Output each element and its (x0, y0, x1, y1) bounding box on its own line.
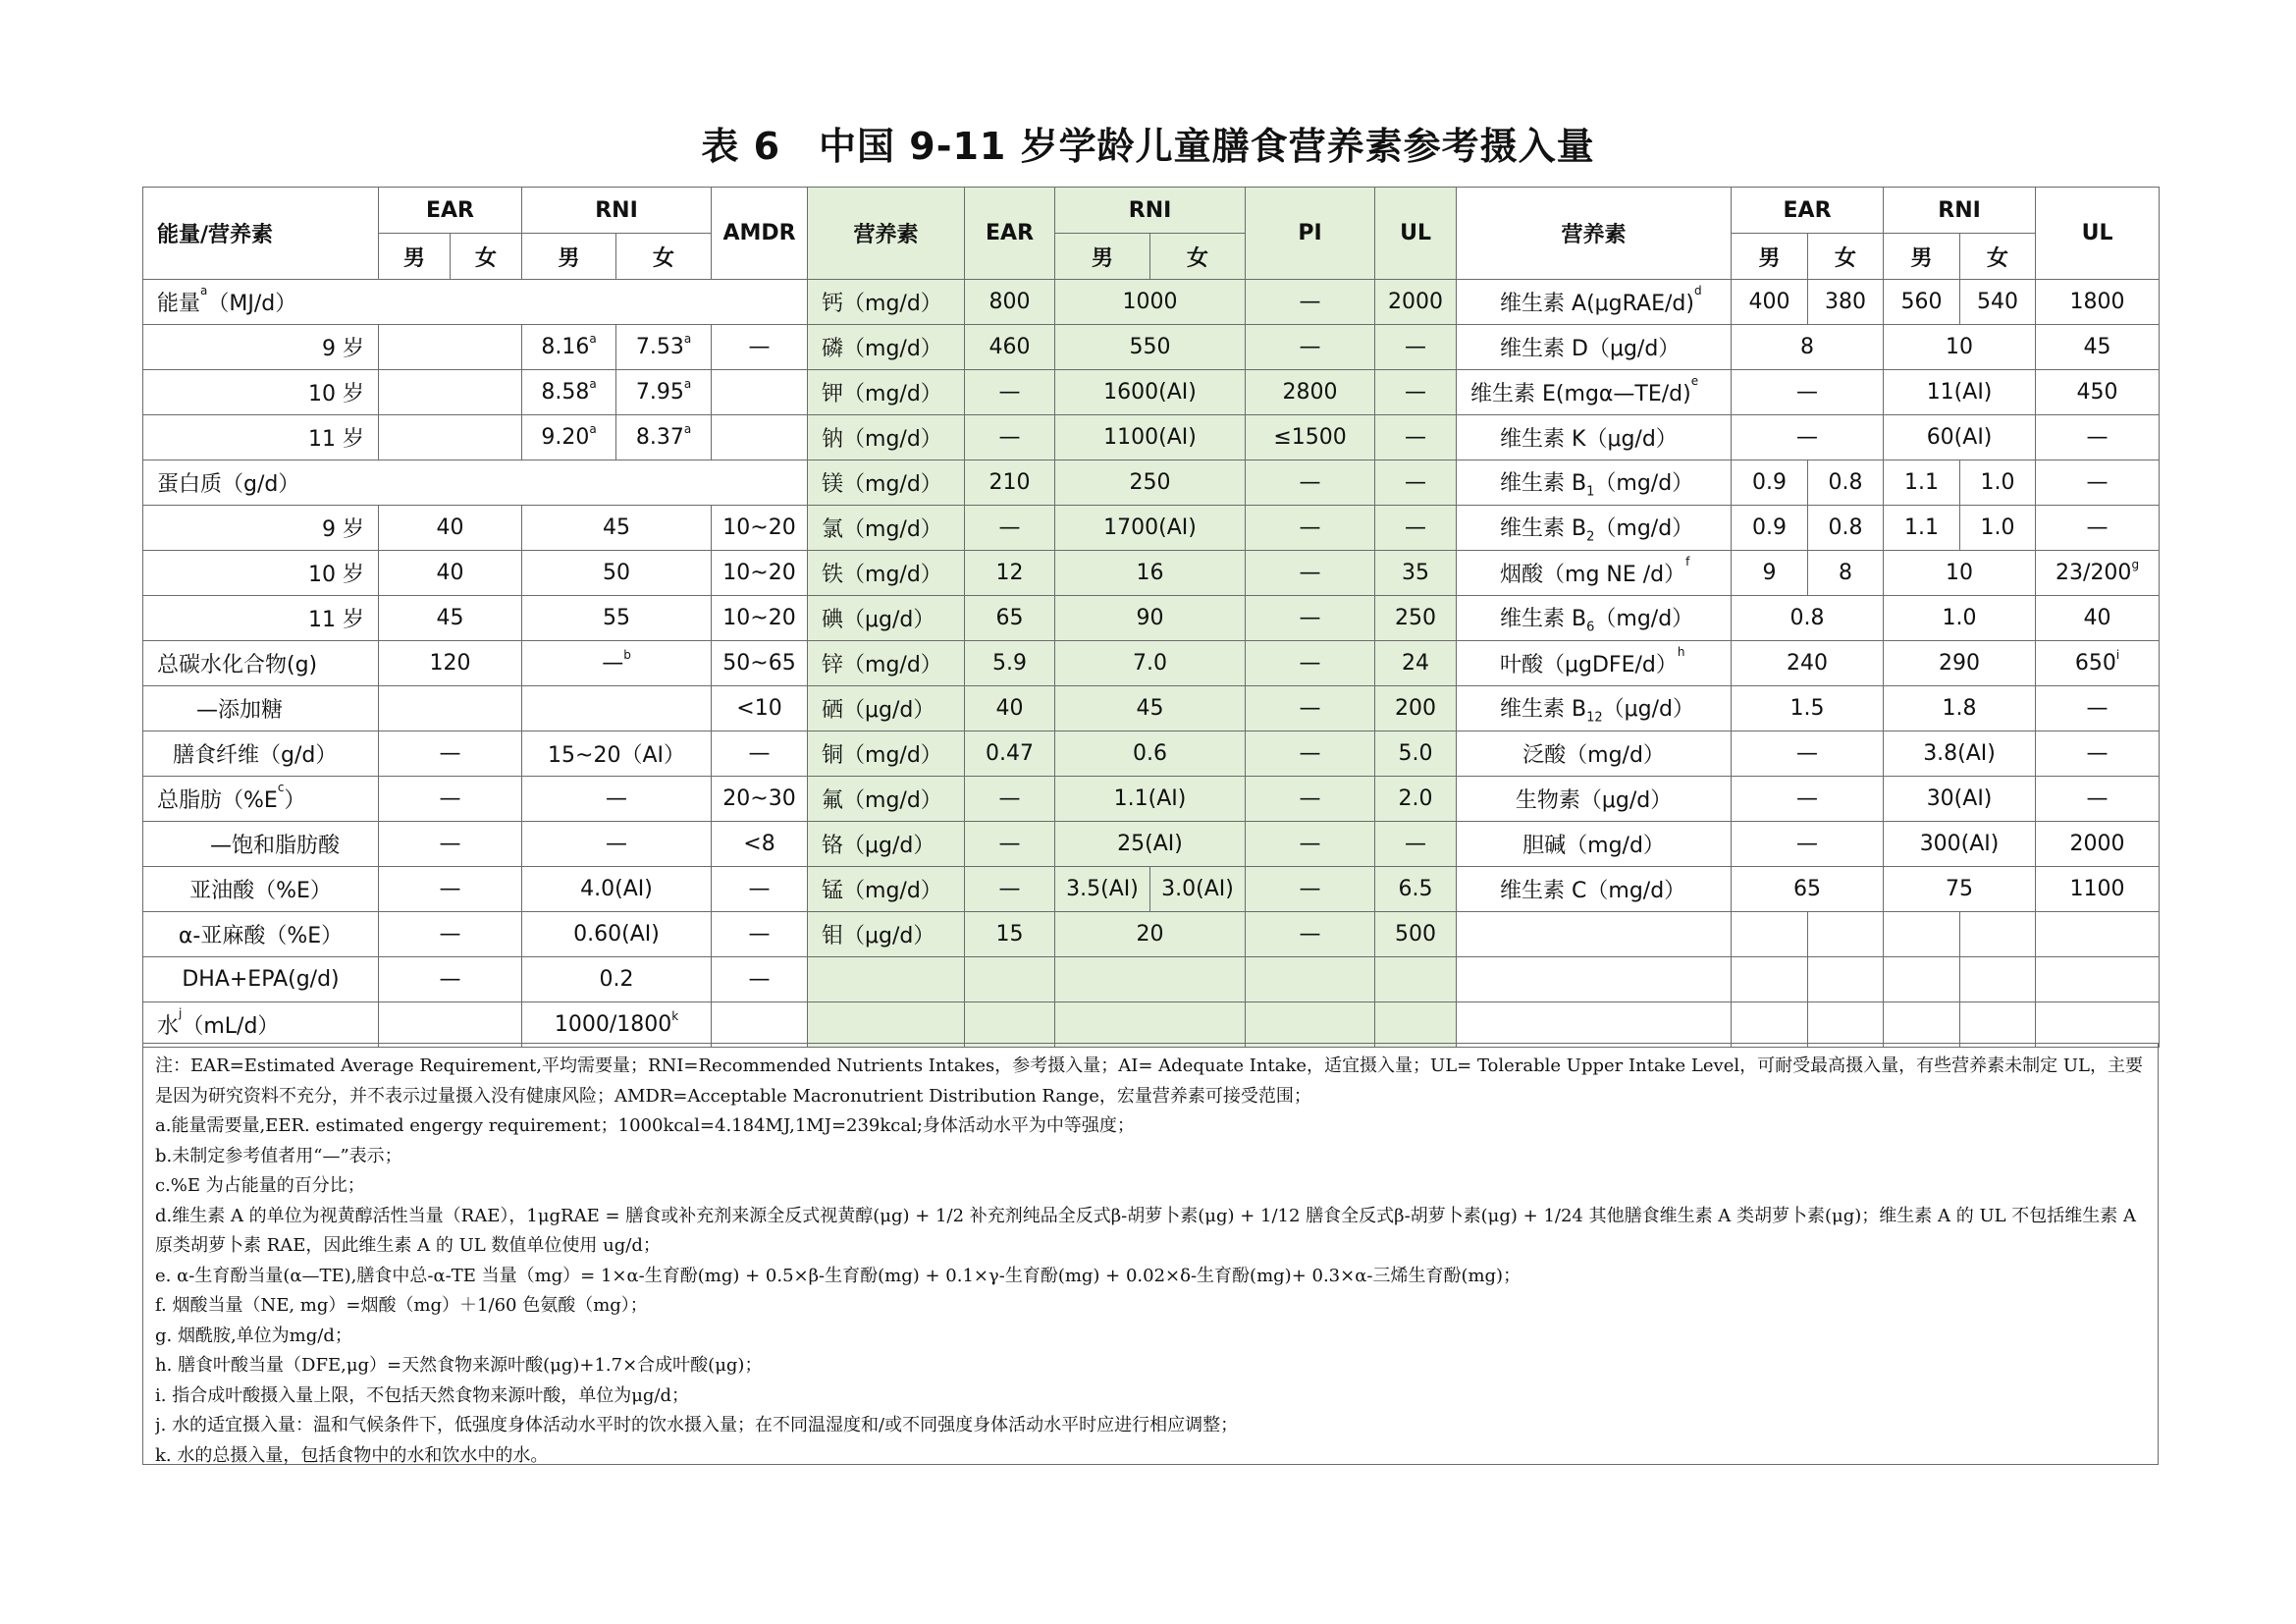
empty-cell (1960, 1002, 2036, 1048)
mineral-name: 钾（mg/d） (808, 370, 965, 415)
added-sugar-rni (522, 686, 712, 731)
energy-ear (379, 415, 522, 460)
energy-rni-male: 8.58$^a$ (522, 370, 616, 415)
mineral-rni: 0.6 (1055, 731, 1246, 777)
header-nutrient-energy: 能量/营养素 (143, 188, 379, 280)
footnote-f: f. 烟酸当量（NE, mg）=烟酸（mg）＋1/60 色氨酸（mg）； (155, 1295, 648, 1316)
vitamin-ul: — (2036, 777, 2160, 822)
age-label: 9 岁 (143, 506, 379, 551)
vitamin-rni: 290 (1884, 641, 2036, 686)
saturated-fat-ear: — (379, 822, 522, 867)
header-vitamin-ul: UL (2036, 188, 2160, 280)
protein-rni: 55 (522, 596, 712, 641)
energy-label: 能量$^a$（MJ/d） (143, 280, 808, 325)
table-row (143, 280, 2160, 325)
vitamin-ul: — (2036, 731, 2160, 777)
empty-cell (965, 957, 1055, 1002)
age-label: 10 岁 (143, 551, 379, 596)
mineral-pi: ≤1500 (1246, 415, 1375, 460)
mineral-ul: — (1375, 370, 1457, 415)
vitamin-ear-male: 400 (1732, 280, 1808, 325)
vitamin-rni: 3.8(AI) (1884, 731, 2036, 777)
added-sugar-amdr: <10 (712, 686, 808, 731)
vitamin-name: 维生素 $B_1(mg/d)$ (1457, 460, 1732, 506)
header-row-1 (143, 188, 2160, 234)
vitamin-ear-female: 380 (1808, 280, 1884, 325)
vitamin-name: 维生素 K（μg/d） (1457, 415, 1732, 460)
table-row (143, 506, 2160, 551)
empty-cell (1375, 957, 1457, 1002)
mineral-name: 氯（mg/d） (808, 506, 965, 551)
vitamin-rni-male: 1.1 (1884, 506, 1960, 551)
age-label: 10 岁 (143, 370, 379, 415)
mineral-rni-male: 3.5(AI) (1055, 867, 1150, 912)
vitamin-name: 维生素 $B_6(mg/d)$ (1457, 596, 1732, 641)
carb-amdr: 50~65 (712, 641, 808, 686)
fiber-rni: 15~20（AI） (522, 731, 712, 777)
vitamin-ear-female: 8 (1808, 551, 1884, 596)
header-male: 男 (1732, 234, 1808, 280)
vitamin-ul: 23/200$^g$ (2036, 551, 2160, 596)
empty-cell (1457, 957, 1732, 1002)
vitamin-ear-female: 0.8 (1808, 506, 1884, 551)
mineral-ul: — (1375, 460, 1457, 506)
vitamin-rni: 10 (1884, 325, 2036, 370)
mineral-ear: 0.47 (965, 731, 1055, 777)
added-sugar-label: —添加糖 (143, 686, 379, 731)
empty-cell (2036, 912, 2160, 957)
empty-cell (1246, 957, 1375, 1002)
mineral-name: 磷（mg/d） (808, 325, 965, 370)
header-amdr: AMDR (712, 188, 808, 280)
mineral-ear: 460 (965, 325, 1055, 370)
dha-epa-amdr: — (712, 957, 808, 1002)
water-ear (379, 1002, 522, 1048)
mineral-name: 锰（mg/d） (808, 867, 965, 912)
protein-label: 蛋白质（g/d） (143, 460, 808, 506)
vitamin-ul: 450 (2036, 370, 2160, 415)
empty-cell (1732, 1002, 1808, 1048)
mineral-ear: 210 (965, 460, 1055, 506)
vitamin-ear-female: 0.8 (1808, 460, 1884, 506)
table-row (143, 415, 2160, 460)
vitamin-rni-female: 1.0 (1960, 460, 2036, 506)
empty-cell (1457, 912, 1732, 957)
vitamin-ear-male: 0.9 (1732, 460, 1808, 506)
protein-ear: 40 (379, 551, 522, 596)
vitamin-rni: 300(AI) (1884, 822, 2036, 867)
mineral-ear: 15 (965, 912, 1055, 957)
vitamin-ul: 1100 (2036, 867, 2160, 912)
mineral-ul: 2.0 (1375, 777, 1457, 822)
table-row (143, 641, 2160, 686)
protein-amdr: 10~20 (712, 596, 808, 641)
mineral-pi: — (1246, 822, 1375, 867)
energy-amdr (712, 370, 808, 415)
energy-amdr (712, 415, 808, 460)
mineral-name: 钙（mg/d） (808, 280, 965, 325)
empty-cell (1055, 1002, 1246, 1048)
footnote-j: j. 水的适宜摄入量：温和气候条件下，低强度身体活动水平时的饮水摄入量；在不同温湿度和/或不同强度身体活动水平时应进行相应调整； (155, 1415, 1239, 1435)
mineral-rni: 1600(AI) (1055, 370, 1246, 415)
header-row-2 (143, 234, 2160, 280)
page-title: 表 6 中国 9-11 岁学龄儿童膳食营养素参考摄入量 (701, 125, 1595, 168)
vitamin-name: 叶酸（μgDFE/d）$^h$ (1457, 641, 1732, 686)
empty-cell (1808, 1002, 1884, 1048)
mineral-name: 硒（μg/d） (808, 686, 965, 731)
vitamin-name: 维生素 C（mg/d） (1457, 867, 1732, 912)
saturated-fat-label: —饱和脂肪酸 (143, 822, 379, 867)
vitamin-ear: — (1732, 370, 1884, 415)
mineral-ul: — (1375, 822, 1457, 867)
mineral-rni: 550 (1055, 325, 1246, 370)
empty-cell (2036, 957, 2160, 1002)
mineral-rni: 1700(AI) (1055, 506, 1246, 551)
mineral-pi: — (1246, 641, 1375, 686)
header-female: 女 (1150, 234, 1246, 280)
table-row (143, 777, 2160, 822)
mineral-pi: — (1246, 325, 1375, 370)
header-pi: PI (1246, 188, 1375, 280)
dha-epa-ear: — (379, 957, 522, 1002)
vitamin-name: 维生素 A(μgRAE/d)$^d$ (1457, 280, 1732, 325)
water-amdr (712, 1002, 808, 1048)
fiber-amdr: — (712, 731, 808, 777)
header-female: 女 (1808, 234, 1884, 280)
dha-epa-label: DHA+EPA(g/d) (143, 957, 379, 1002)
mineral-ul: 500 (1375, 912, 1457, 957)
linoleic-rni: 4.0(AI) (522, 867, 712, 912)
energy-rni-male: 8.16$^a$ (522, 325, 616, 370)
protein-ear: 40 (379, 506, 522, 551)
mineral-ear: 65 (965, 596, 1055, 641)
age-label: 11 岁 (143, 596, 379, 641)
mineral-ul: 2000 (1375, 280, 1457, 325)
mineral-rni: 90 (1055, 596, 1246, 641)
vitamin-ul: — (2036, 506, 2160, 551)
mineral-ear: — (965, 867, 1055, 912)
carb-label: 总碳水化合物(g) (143, 641, 379, 686)
footnote-i: i. 指合成叶酸摄入量上限，不包括天然食物来源叶酸，单位为μg/d； (155, 1384, 690, 1406)
mineral-ul: 250 (1375, 596, 1457, 641)
header-rni: RNI (522, 188, 712, 234)
water-label: 水$^j$（mL/d） (143, 1002, 379, 1048)
vitamin-rni-male: 1.1 (1884, 460, 1960, 506)
table-row (143, 957, 2160, 1002)
vitamin-name: 胆碱（mg/d） (1457, 822, 1732, 867)
vitamin-ear: 0.8 (1732, 596, 1884, 641)
energy-rni-male: 9.20$^a$ (522, 415, 616, 460)
vitamin-ear: 240 (1732, 641, 1884, 686)
vitamin-rni: 30(AI) (1884, 777, 2036, 822)
header-female: 女 (1960, 234, 2036, 280)
dha-epa-rni: 0.2 (522, 957, 712, 1002)
fat-amdr: 20~30 (712, 777, 808, 822)
mineral-ear: — (965, 415, 1055, 460)
vitamin-name: 维生素 D（μg/d） (1457, 325, 1732, 370)
header-male: 男 (1055, 234, 1150, 280)
vitamin-ul: — (2036, 415, 2160, 460)
vitamin-ear: 1.5 (1732, 686, 1884, 731)
mineral-name: 锌（mg/d） (808, 641, 965, 686)
vitamin-rni: 75 (1884, 867, 2036, 912)
energy-rni-female: 7.95$^a$ (616, 370, 712, 415)
empty-cell (1808, 957, 1884, 1002)
protein-ear: 45 (379, 596, 522, 641)
header-vitamin-nutrient: 营养素 (1457, 188, 1732, 280)
vitamin-name: 维生素 E(mgα—TE/d)$^e$ (1457, 370, 1732, 415)
header-vitamin-ear: EAR (1732, 188, 1884, 234)
mineral-name: 氟（mg/d） (808, 777, 965, 822)
header-ear: EAR (379, 188, 522, 234)
mineral-ul: — (1375, 415, 1457, 460)
mineral-pi: — (1246, 777, 1375, 822)
fat-rni: — (522, 777, 712, 822)
vitamin-ear-male: 9 (1732, 551, 1808, 596)
vitamin-name: 泛酸（mg/d） (1457, 731, 1732, 777)
mineral-name: 铜（mg/d） (808, 731, 965, 777)
footnotes (142, 1043, 2159, 1465)
mineral-ul: — (1375, 325, 1457, 370)
mineral-pi: — (1246, 731, 1375, 777)
footnote-h: h. 膳食叶酸当量（DFE,μg）=天然食物来源叶酸(μg)+1.7×合成叶酸(μg)； (155, 1355, 763, 1376)
mineral-ul: 24 (1375, 641, 1457, 686)
mineral-ul: 6.5 (1375, 867, 1457, 912)
fiber-ear: — (379, 731, 522, 777)
mineral-rni: 20 (1055, 912, 1246, 957)
mineral-name: 钠（mg/d） (808, 415, 965, 460)
footnote-g: g. 烟酰胺,单位为mg/d； (155, 1325, 352, 1346)
mineral-ear: 800 (965, 280, 1055, 325)
vitamin-ear: — (1732, 415, 1884, 460)
mineral-ul: 200 (1375, 686, 1457, 731)
energy-ear (379, 325, 522, 370)
added-sugar-ear (379, 686, 522, 731)
empty-cell (1246, 1002, 1375, 1048)
header-male: 男 (379, 234, 451, 280)
alpha-linolenic-ear: — (379, 912, 522, 957)
mineral-name: 钼（μg/d） (808, 912, 965, 957)
mineral-rni: 45 (1055, 686, 1246, 731)
empty-cell (1055, 957, 1246, 1002)
empty-cell (1732, 957, 1808, 1002)
fiber-label: 膳食纤维（g/d） (143, 731, 379, 777)
vitamin-ear: 8 (1732, 325, 1884, 370)
mineral-pi: — (1246, 551, 1375, 596)
header-male: 男 (1884, 234, 1960, 280)
water-rni: 1000/1800$^k$ (522, 1002, 712, 1048)
protein-amdr: 10~20 (712, 506, 808, 551)
saturated-fat-rni: — (522, 822, 712, 867)
mineral-ul: — (1375, 506, 1457, 551)
table-row (143, 686, 2160, 731)
footnote-main: 注：EAR=Estimated Average Requirement,平均需要量；RNI=Recommended Nutrients Intakes，参考摄入量；AI= Adequate Intake，适宜摄入量；UL= Tolerable Upper Intake Level，可耐受最高摄入量，有些营养素未制定 UL，主要是因为研究资料不充分，并不表示过量摄入没有健康风险；AMDR=Acceptable Macronutrient Distribution Range，宏量营养素可接受范围； (155, 1056, 2143, 1107)
mineral-pi: — (1246, 686, 1375, 731)
vitamin-name: 维生素 $B_{12}(\mu g/d)$ (1457, 686, 1732, 731)
header-mineral-ear: EAR (965, 188, 1055, 280)
mineral-pi: — (1246, 460, 1375, 506)
mineral-pi: — (1246, 280, 1375, 325)
empty-cell (1884, 1002, 1960, 1048)
vitamin-rni-female: 540 (1960, 280, 2036, 325)
linoleic-label: 亚油酸（%E） (143, 867, 379, 912)
mineral-rni: 1000 (1055, 280, 1246, 325)
vitamin-name: 维生素 $B_2(mg/d)$ (1457, 506, 1732, 551)
alpha-linolenic-label: α-亚麻酸（%E） (143, 912, 379, 957)
vitamin-rni: 1.8 (1884, 686, 2036, 731)
mineral-pi: 2800 (1246, 370, 1375, 415)
vitamin-ear: — (1732, 731, 1884, 777)
age-label: 9 岁 (143, 325, 379, 370)
table-row (143, 596, 2160, 641)
empty-cell (1375, 1002, 1457, 1048)
vitamin-rni: 60(AI) (1884, 415, 2036, 460)
header-male: 男 (522, 234, 616, 280)
mineral-name: 碘（μg/d） (808, 596, 965, 641)
header-female: 女 (451, 234, 522, 280)
header-female: 女 (616, 234, 712, 280)
energy-rni-female: 8.37$^a$ (616, 415, 712, 460)
mineral-ear: — (965, 822, 1055, 867)
vitamin-rni: 11(AI) (1884, 370, 2036, 415)
protein-amdr: 10~20 (712, 551, 808, 596)
nutrient-reference-table (142, 187, 2160, 1048)
carb-ear: 120 (379, 641, 522, 686)
empty-cell (1457, 1002, 1732, 1048)
header-vitamin-rni: RNI (1884, 188, 2036, 234)
empty-cell (1960, 912, 2036, 957)
mineral-ul: 35 (1375, 551, 1457, 596)
mineral-ear: 12 (965, 551, 1055, 596)
mineral-ear: — (965, 370, 1055, 415)
protein-rni: 45 (522, 506, 712, 551)
header-mineral-ul: UL (1375, 188, 1457, 280)
table-row (143, 912, 2160, 957)
mineral-name: 镁（mg/d） (808, 460, 965, 506)
alpha-linolenic-amdr: — (712, 912, 808, 957)
mineral-pi: — (1246, 506, 1375, 551)
vitamin-ul: 45 (2036, 325, 2160, 370)
empty-cell (1732, 912, 1808, 957)
mineral-ear: — (965, 777, 1055, 822)
table-row (143, 731, 2160, 777)
vitamin-ear: — (1732, 822, 1884, 867)
mineral-rni: 250 (1055, 460, 1246, 506)
vitamin-ul: 2000 (2036, 822, 2160, 867)
vitamin-ul: 40 (2036, 596, 2160, 641)
mineral-rni: 1100(AI) (1055, 415, 1246, 460)
vitamin-ul: 1800 (2036, 280, 2160, 325)
header-mineral-rni: RNI (1055, 188, 1246, 234)
footnote-c: c.%E 为占能量的百分比； (155, 1175, 365, 1196)
vitamin-rni: 10 (1884, 551, 2036, 596)
vitamin-ul: 650$^i$ (2036, 641, 2160, 686)
empty-cell (2036, 1002, 2160, 1048)
mineral-pi: — (1246, 912, 1375, 957)
vitamin-rni-female: 1.0 (1960, 506, 2036, 551)
mineral-rni-female: 3.0(AI) (1150, 867, 1246, 912)
empty-cell (1884, 957, 1960, 1002)
mineral-name: 铬（μg/d） (808, 822, 965, 867)
header-mineral-nutrient: 营养素 (808, 188, 965, 280)
empty-cell (1808, 912, 1884, 957)
empty-cell (1960, 957, 2036, 1002)
table-row (143, 460, 2160, 506)
energy-ear (379, 370, 522, 415)
footnote-d: d.维生素 A 的单位为视黄醇活性当量（RAE），1μgRAE = 膳食或补充剂来源全反式视黄醇(μg) + 1/2 补充剂纯品全反式β-胡萝卜素(μg) + 1/12 膳食全反式β-胡萝卜素(μg) + 1/24 其他膳食维生素 A 类胡萝卜素(μg)；维生素 A 的 UL 不包括维生素 A 原类胡萝卜素 RAE，因此维生素 A 的 UL 数值单位使用 ug/d； (155, 1205, 2137, 1256)
vitamin-ul: — (2036, 686, 2160, 731)
fat-ear: — (379, 777, 522, 822)
empty-cell (808, 1002, 965, 1048)
mineral-ear: 5.9 (965, 641, 1055, 686)
fat-label: 总脂肪$(\%E^c)$ (143, 777, 379, 822)
carb-rni: —$^b$ (522, 641, 712, 686)
protein-rni: 50 (522, 551, 712, 596)
energy-rni-female: 7.53$^a$ (616, 325, 712, 370)
mineral-ear: 40 (965, 686, 1055, 731)
saturated-fat-amdr: <8 (712, 822, 808, 867)
mineral-rni: 7.0 (1055, 641, 1246, 686)
empty-cell (808, 957, 965, 1002)
vitamin-ear-male: 0.9 (1732, 506, 1808, 551)
table-row (143, 325, 2160, 370)
alpha-linolenic-rni: 0.60(AI) (522, 912, 712, 957)
vitamin-rni-male: 560 (1884, 280, 1960, 325)
mineral-rni: 25(AI) (1055, 822, 1246, 867)
linoleic-ear: — (379, 867, 522, 912)
empty-cell (1884, 912, 1960, 957)
vitamin-name: 生物素（μg/d） (1457, 777, 1732, 822)
mineral-pi: — (1246, 596, 1375, 641)
table-row (143, 551, 2160, 596)
age-label: 11 岁 (143, 415, 379, 460)
vitamin-ear: — (1732, 777, 1884, 822)
empty-cell (965, 1002, 1055, 1048)
mineral-rni: 16 (1055, 551, 1246, 596)
mineral-ear: — (965, 506, 1055, 551)
vitamin-ear: 65 (1732, 867, 1884, 912)
mineral-rni: 1.1(AI) (1055, 777, 1246, 822)
footnote-k: k. 水的总摄入量，包括食物中的水和饮水中的水。 (155, 1444, 549, 1466)
table-row (143, 867, 2160, 912)
vitamin-rni: 1.0 (1884, 596, 2036, 641)
footnote-e: e. α-生育酚当量(α—TE),膳食中总-α-TE 当量（mg）= 1×α-生育酚(mg) + 0.5×β-生育酚(mg) + 0.1×γ-生育酚(mg) + 0.02×δ-生育酚(mg)+ 0.3×α-三烯生育酚(mg)； (155, 1265, 1522, 1286)
table-row (143, 1002, 2160, 1048)
vitamin-name: 烟酸（mg NE /d）$^f$ (1457, 551, 1732, 596)
table-row (143, 822, 2160, 867)
mineral-ul: 5.0 (1375, 731, 1457, 777)
table-row (143, 370, 2160, 415)
footnote-b: b.未制定参考值者用“—”表示； (155, 1145, 402, 1166)
mineral-pi: — (1246, 867, 1375, 912)
energy-amdr: — (712, 325, 808, 370)
mineral-name: 铁（mg/d） (808, 551, 965, 596)
linoleic-amdr: — (712, 867, 808, 912)
footnote-a: a.能量需要量,EER. estimated engergy requirement；1000kcal=4.184MJ,1MJ=239kcal;身体活动水平为中等强度； (155, 1115, 1135, 1136)
vitamin-ul: — (2036, 460, 2160, 506)
